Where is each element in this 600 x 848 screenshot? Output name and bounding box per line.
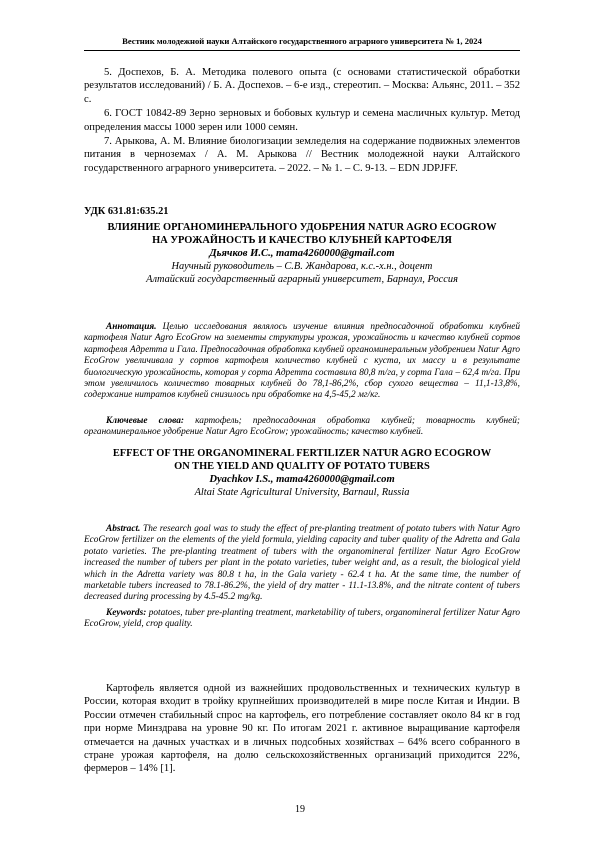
ru-keywords [84, 416, 520, 439]
en-affiliation: Altai State Agricultural University, Barnaul, Russia [194, 487, 410, 499]
ru-title-line1: ВЛИЯНИЕ ОРГАНОМИНЕРАЛЬНОГО УДОБРЕНИЯ NATUR AGRO ECOGROW [107, 222, 497, 233]
udc-code: УДК 631.81:635.21 [84, 206, 169, 217]
en-title-block [84, 448, 520, 499]
reference-item: 7. Арыкова, А. М. Влияние биологизации земледелия на содержание подвижных элементов питания в черноземах / А. М. Арыкова // Вестник молодежной науки Алтайского государственного аграрного университета. – 2022. – № 1. – С. 9-13. – EDN JDPJFF. [84, 136, 520, 174]
ru-keywords-label: Ключевые слова: [106, 416, 185, 426]
header-divider [84, 50, 520, 51]
en-abstract-text: The research goal was to study the effect of pre-planting treatment of potato tubers with Natur Agro EcoGrow fertilizer on the elements of the yield formula, yielding capacity and tuber quality of the Adretta and Gala potato varieties. The pre-planting treatment of tubers with the organomineral fertilizer Natur Agro EcoGrow increased the number of tubers per plant in the potato varieties, tuber weight and, as a result, the biological yield which in the Adretta variety was 80.8 t ha, in the Gala variety - 62.4 t ha. At the same time, the number of marketable tubers increased to 78.1-86.2%, the yield of dry matter - 11.1-13.8%, and the nitrate content of tubers decreased during processing by 4.5-45.2 mg/kg. [84, 524, 520, 603]
ru-author: Дьячков И.С., mama4260000@gmail.com [209, 248, 395, 260]
en-title-line1: EFFECT OF THE ORGANOMINERAL FERTILIZER NATUR AGRO ECOGROW [112, 448, 492, 459]
ru-affiliation: Алтайский государственный аграрный университет, Барнаул, Россия [146, 274, 458, 286]
page-number: 19 [295, 804, 305, 815]
ru-abstract-text: Целью исследования являлось изучение влияния предпосадочной обработки клубней картофеля Natur Agro EcoGrow на элементы структуры урожая, урожайность и качество клубней сортов картофеля Адретта и Гала. Предпосадочная обработка клубней органоминеральным удобрением Natur Agro EcoGrow увеличивала у сортов картофеля количество клубней с куста, их массу и в результате биологическую урожайность, которая у сорта Адретта составила 80,8 т/га, у сорта Гала – 62,4 т/га. При этом увеличилось количество товарных клубней до 78,1-86,2%, сбор сухого вещества – 11,1-13,8%, содержание нитратов клубней снизилось при обработке на 4,5-45,2 мг/кг. [84, 322, 520, 401]
en-keywords-label: Keywords: [106, 608, 147, 618]
reference-item: 5. Доспехов, Б. А. Методика полевого опыта (с основами статистической обработки результатов исследований) / Б. А. Доспехов. – 6-е изд., стереотип. – Москва: Альянс, 2011. – 352 с. [84, 67, 520, 105]
en-title-line2: ON THE YIELD AND QUALITY OF POTATO TUBERS [174, 460, 430, 472]
ru-abstract-label: Аннотация. [106, 322, 157, 332]
ru-supervisor: Научный руководитель – С.В. Жандарова, к.с.-х.н., доцент [171, 261, 433, 273]
en-keywords-text: potatoes, tuber pre-planting treatment, marketability of tubers, organomineral fertilizer Natur Agro EcoGrow, yield, crop quality. [84, 608, 520, 630]
en-author: Dyachkov I.S., mama4260000@gmail.com [209, 474, 395, 486]
ru-title-block [84, 222, 520, 286]
reference-item: 6. ГОСТ 10842-89 Зерно зерновых и бобовых культур и семена масличных культур. Метод определения массы 1000 зерен или 1000 семян. [84, 108, 520, 133]
en-keywords [84, 608, 520, 631]
body-paragraph: Картофель является одной из важнейших продовольственных и технических культур в России, которая входит в тройку крупнейших производителей в мире после Китая и Индии. В России отмечен стабильный спрос на картофель, его потребление составляет около 84 кг в год при норме Минздрава на уровне 90 кг. По итогам 2021 г. активное выращивание картофеля отмечается на дачных участках и в личных подсобных хозяйствах – 64% всего собранного в стране урожая картофеля, на долю сельскохозяйственных организаций приходится 22%, фермеров – 14% [1]. [84, 683, 520, 775]
reference-list [84, 66, 520, 176]
en-abstract [84, 524, 520, 604]
ru-title-line2: НА УРОЖАЙНОСТЬ И КАЧЕСТВО КЛУБНЕЙ КАРТОФЕЛЯ [152, 234, 452, 246]
running-header: Вестник молодежной науки Алтайского государственного аграрного университета № 1, 2024 [122, 36, 482, 46]
ru-abstract [84, 322, 520, 402]
ru-keywords-text: картофель; предпосадочная обработка клубней; товарность клубней; органоминеральное удобрение Natur Agro EcoGrow; урожайность; качество клубней. [84, 416, 520, 438]
en-abstract-label: Abstract. [106, 524, 141, 534]
